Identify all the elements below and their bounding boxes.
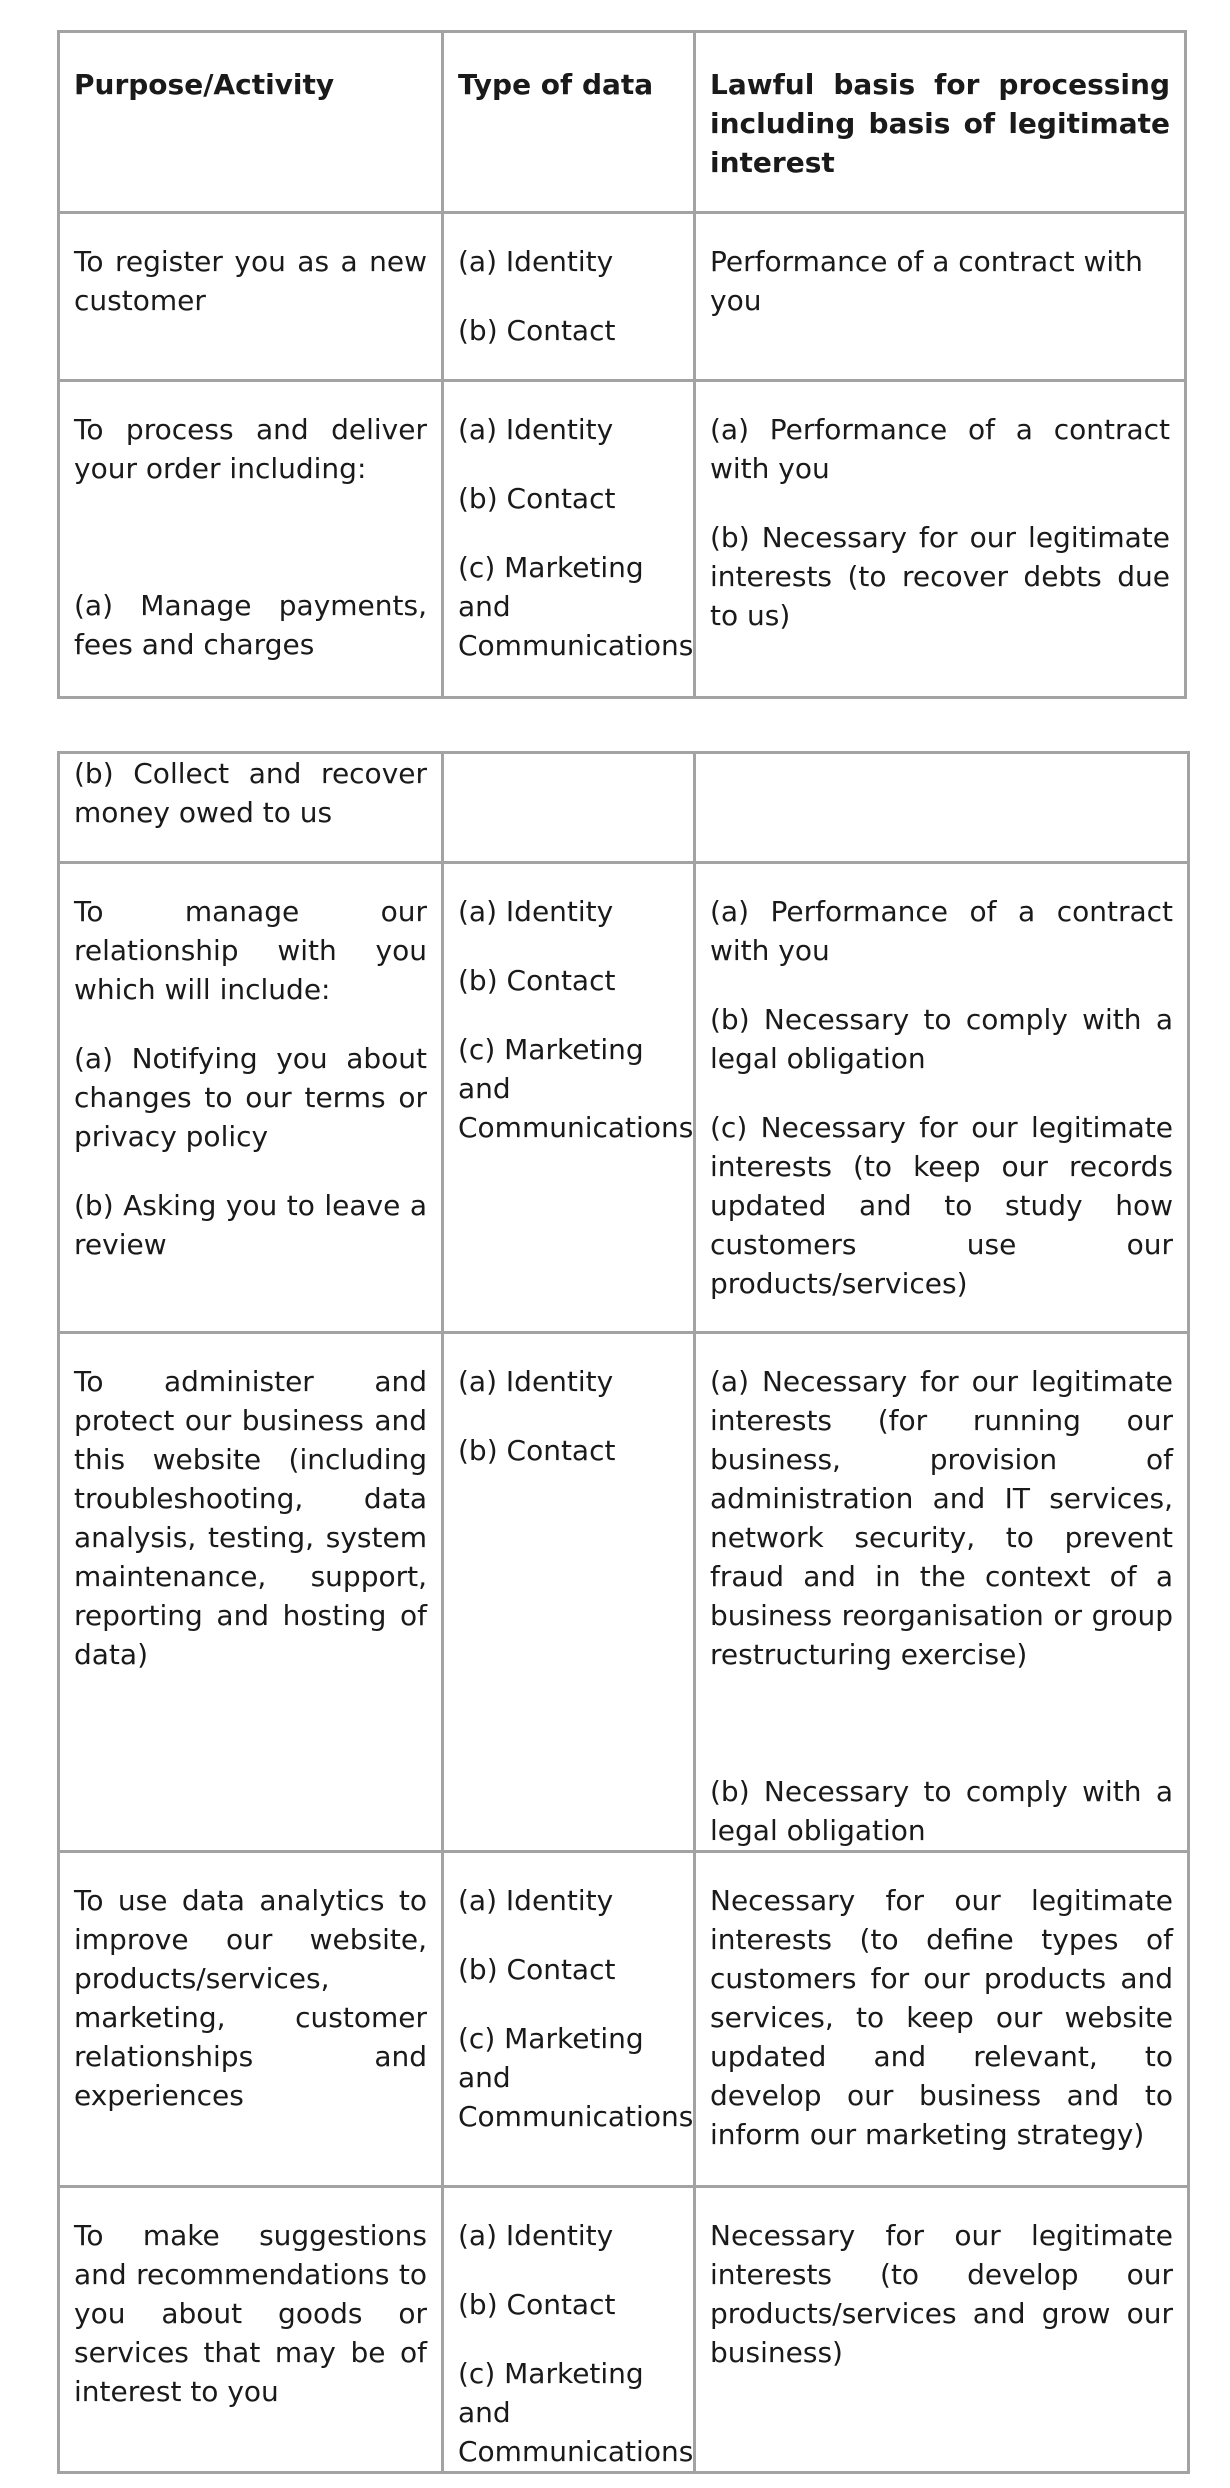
type-item: (b) Contact bbox=[458, 314, 616, 347]
table-row bbox=[59, 381, 1186, 698]
basis-text: Necessary for our legitimate interests (to define types of customers for our products and services, to keep our website updated and relevant, to develop our business and to inform our marketing strategy) bbox=[710, 1884, 1173, 2151]
basis-text: (a) Necessary for our legitimate interests (for running our business, provision of administration and IT services, network security, to prevent fraud and in the context of a business reorganisation or group restructuring exercise) bbox=[710, 1365, 1173, 1671]
type-item: (b) Contact bbox=[458, 482, 616, 515]
purpose-cell bbox=[59, 381, 443, 698]
basis-cell bbox=[695, 863, 1189, 1333]
basis-cell bbox=[695, 2187, 1189, 2473]
type-cell bbox=[443, 863, 695, 1333]
purpose-text: To use data analytics to improve our website, products/services, marketing, customer relationships and experiences bbox=[74, 1884, 427, 2112]
purpose-cell bbox=[59, 863, 443, 1333]
table-row bbox=[59, 1333, 1189, 1852]
basis-cell bbox=[695, 213, 1186, 381]
basis-cell bbox=[695, 1333, 1189, 1852]
table-row bbox=[59, 1852, 1189, 2187]
type-item: (a) Identity bbox=[458, 245, 614, 278]
purpose-cell bbox=[59, 1852, 443, 2187]
basis-text: Necessary for our legitimate interests (to develop our products/services and grow our business) bbox=[710, 2219, 1173, 2369]
purpose-cell bbox=[59, 1333, 443, 1852]
type-cell bbox=[443, 1852, 695, 2187]
basis-text: (b) Necessary to comply with a legal obligation bbox=[710, 1775, 1173, 1847]
purpose-cell bbox=[59, 213, 443, 381]
header-basis: Lawful basis for processing including basis of legitimate interest bbox=[710, 68, 1170, 179]
table-row bbox=[59, 753, 1189, 863]
type-item: (c) Marketing and Communications bbox=[458, 2357, 694, 2468]
type-item: (a) Identity bbox=[458, 1365, 614, 1398]
purpose-text: (b) Asking you to leave a review bbox=[74, 1189, 427, 1261]
type-item: (a) Identity bbox=[458, 2219, 614, 2252]
basis-cell bbox=[695, 381, 1186, 698]
header-cell bbox=[695, 32, 1186, 213]
basis-text: Performance of a contract with you bbox=[710, 245, 1143, 317]
header-cell bbox=[59, 32, 443, 213]
type-cell bbox=[443, 213, 695, 381]
table-row bbox=[59, 213, 1186, 381]
basis-text: (b) Necessary to comply with a legal obligation bbox=[710, 1003, 1173, 1075]
type-cell bbox=[443, 381, 695, 698]
table-header-row bbox=[59, 32, 1186, 213]
type-cell bbox=[443, 753, 695, 863]
lawful-basis-table-part-1 bbox=[57, 30, 1187, 699]
basis-text: (a) Performance of a contract with you bbox=[710, 895, 1173, 967]
purpose-text: To register you as a new customer bbox=[74, 245, 427, 317]
basis-text: (c) Necessary for our legitimate interests (to keep our records updated and to study how customers use our products/services) bbox=[710, 1111, 1173, 1300]
purpose-text: (a) Manage payments, fees and charges bbox=[74, 589, 427, 661]
purpose-text: To process and deliver your order including: bbox=[74, 413, 427, 485]
table-row bbox=[59, 863, 1189, 1333]
type-item: (b) Contact bbox=[458, 964, 616, 997]
header-cell bbox=[443, 32, 695, 213]
type-cell bbox=[443, 2187, 695, 2473]
type-item: (c) Marketing and Communications bbox=[458, 1033, 694, 1144]
type-item: (a) Identity bbox=[458, 413, 614, 446]
purpose-text: (b) Collect and recover money owed to us bbox=[74, 757, 427, 829]
purpose-text: To make suggestions and recommendations to you about goods or services that may be of interest to you bbox=[74, 2219, 427, 2408]
type-item: (c) Marketing and Communications bbox=[458, 2022, 694, 2133]
basis-cell bbox=[695, 1852, 1189, 2187]
basis-text: (b) Necessary for our legitimate interests (to recover debts due to us) bbox=[710, 521, 1170, 632]
header-type: Type of data bbox=[458, 68, 654, 101]
basis-cell bbox=[695, 753, 1189, 863]
type-item: (b) Contact bbox=[458, 1953, 616, 1986]
purpose-cell bbox=[59, 753, 443, 863]
table-row bbox=[59, 2187, 1189, 2473]
purpose-text: To manage our relationship with you which will include: bbox=[74, 895, 427, 1006]
header-purpose: Purpose/Activity bbox=[74, 68, 335, 101]
type-item: (a) Identity bbox=[458, 895, 614, 928]
type-item: (a) Identity bbox=[458, 1884, 614, 1917]
type-item: (c) Marketing and Communications bbox=[458, 551, 694, 662]
purpose-text: To administer and protect our business and this website (including troubleshooting, data analysis, testing, system maintenance, support, reporting and hosting of data) bbox=[74, 1365, 427, 1671]
lawful-basis-table-part-2 bbox=[57, 751, 1190, 2474]
type-cell bbox=[443, 1333, 695, 1852]
purpose-cell bbox=[59, 2187, 443, 2473]
basis-text: (a) Performance of a contract with you bbox=[710, 413, 1170, 485]
type-item: (b) Contact bbox=[458, 2288, 616, 2321]
purpose-text: (a) Notifying you about changes to our terms or privacy policy bbox=[74, 1042, 427, 1153]
type-item: (b) Contact bbox=[458, 1434, 616, 1467]
